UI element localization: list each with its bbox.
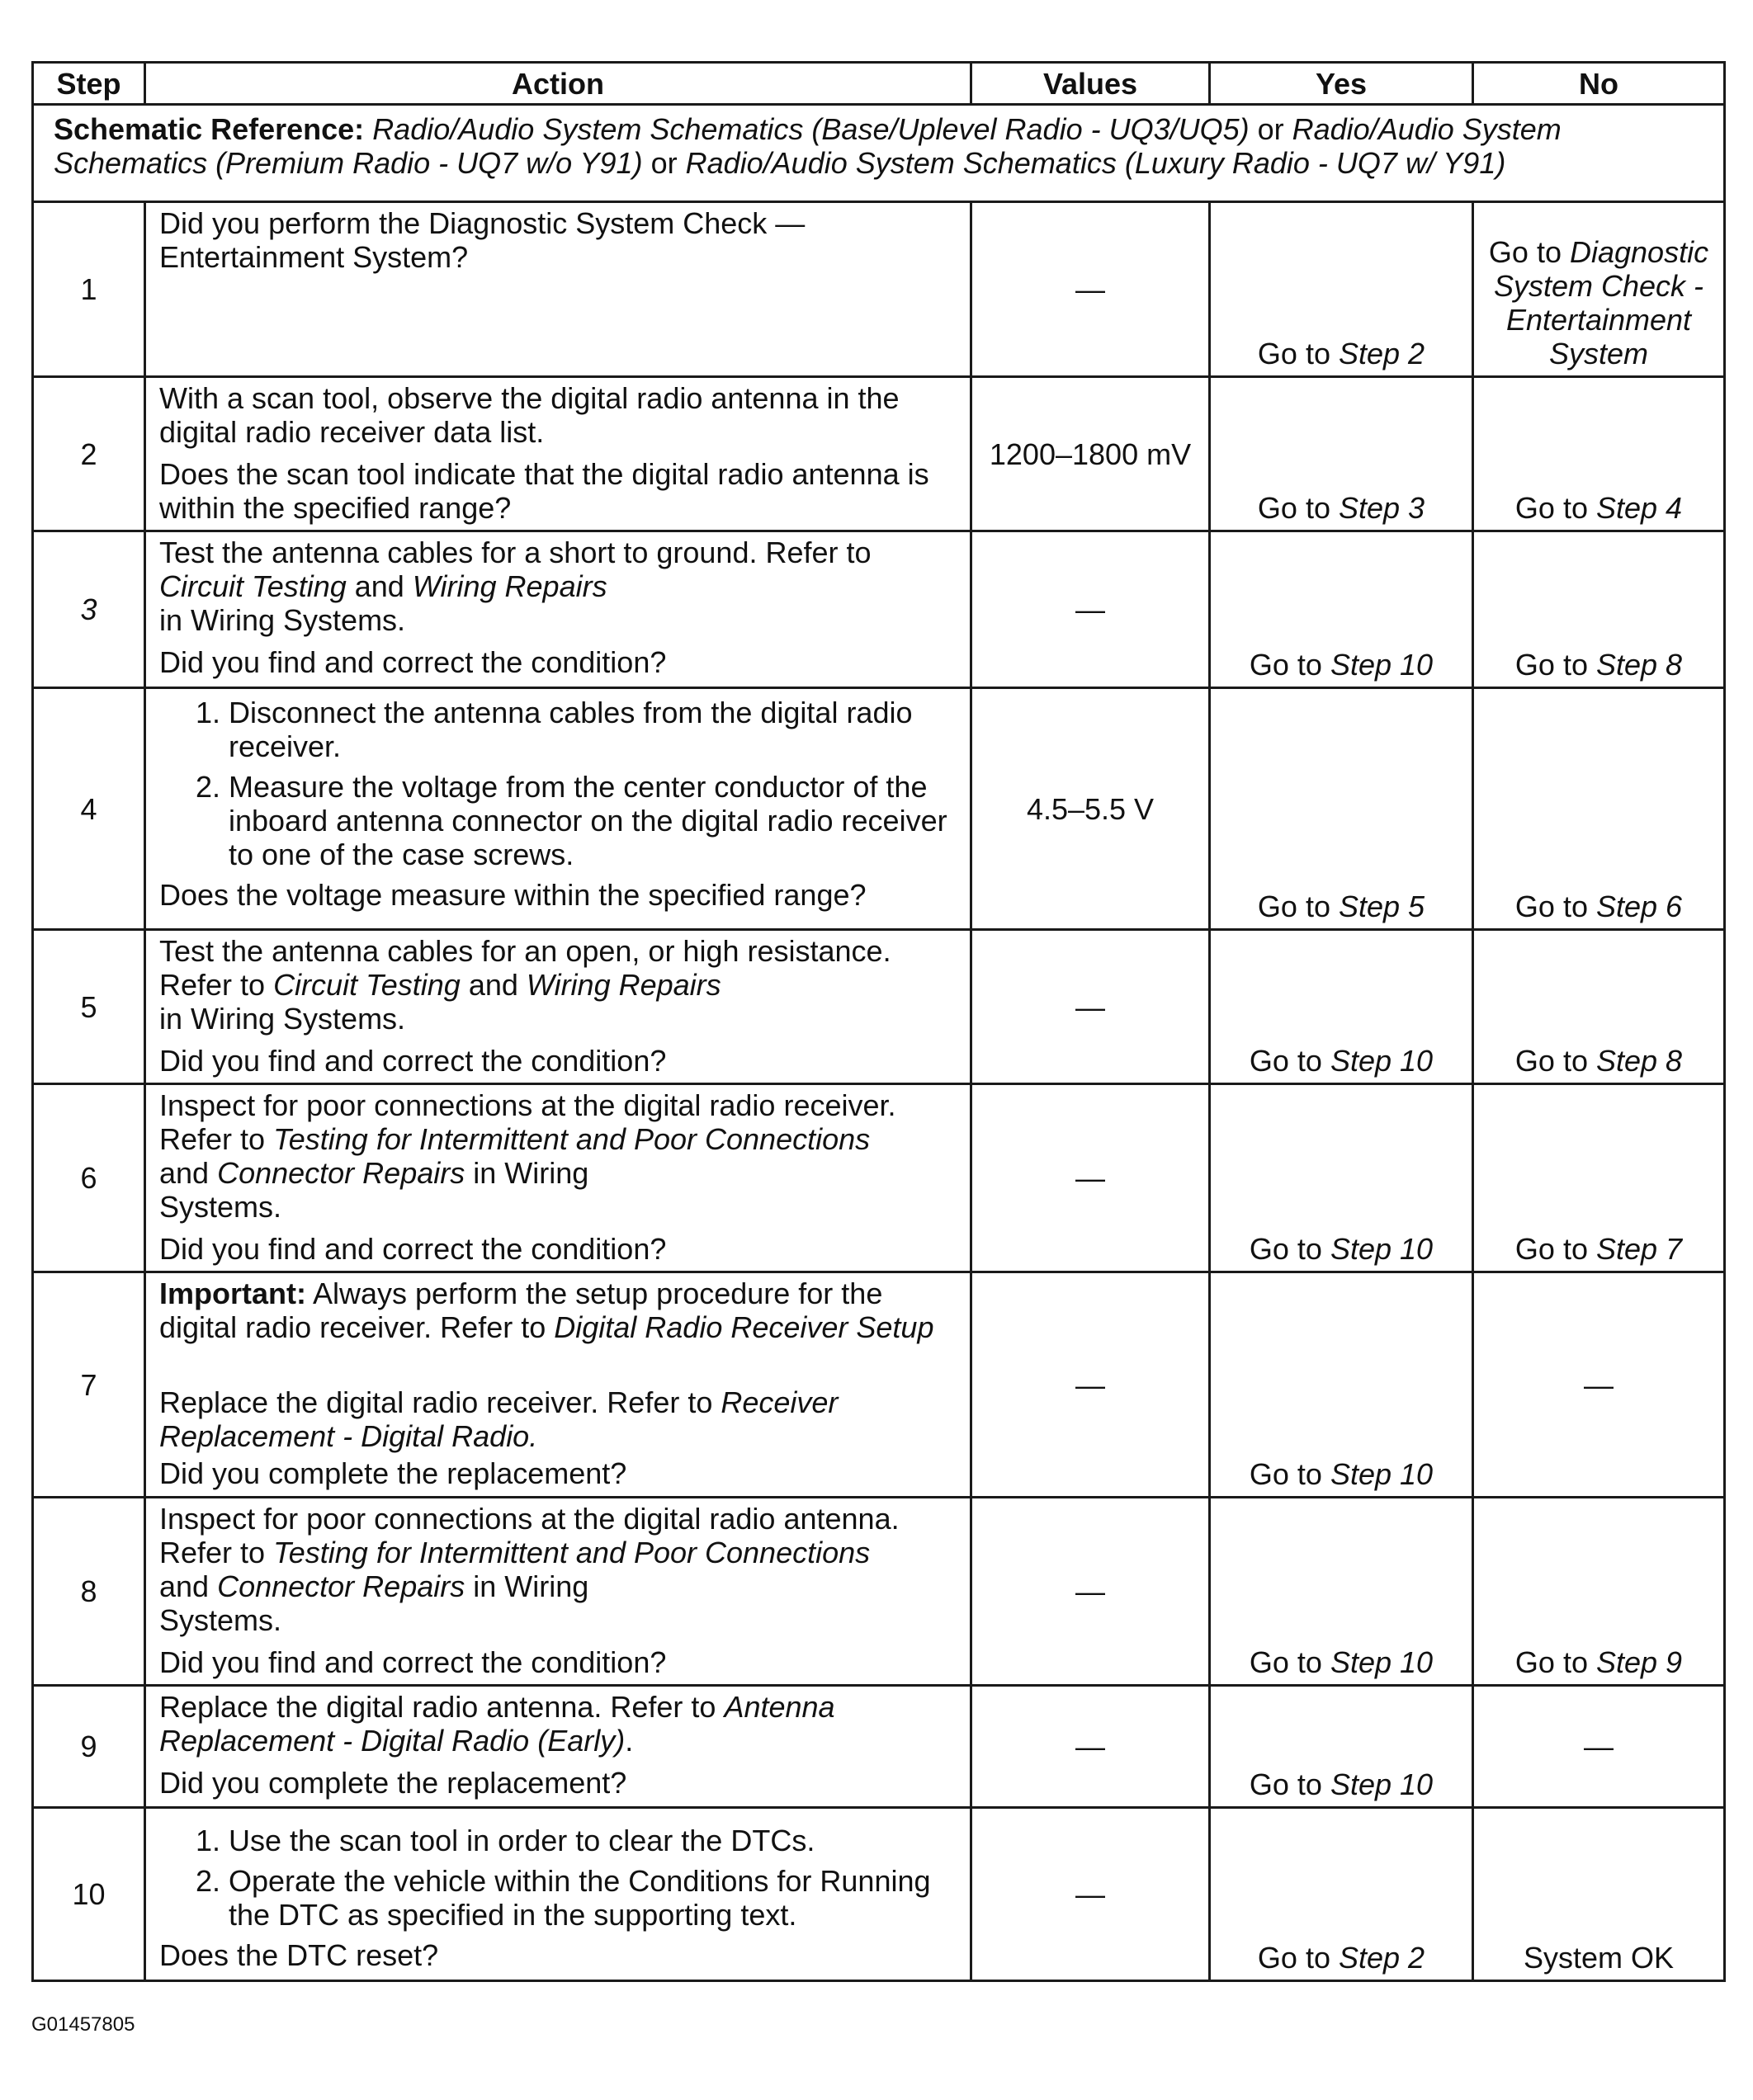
header-action: Action [145, 63, 971, 105]
step-number: 4 [33, 688, 145, 930]
values-cell: — [971, 1686, 1210, 1808]
yes-step-link: Step 10 [1330, 1044, 1434, 1078]
goto-text: Go to [1257, 337, 1339, 370]
no-step-link: Step 4 [1595, 491, 1683, 525]
substep: 1. Use the scan tool in order to clear the DTCs. [229, 1824, 958, 1857]
header-step: Step [33, 63, 145, 105]
action-text-part: Replace the digital radio antenna. Refer to [159, 1690, 725, 1724]
table-row [33, 688, 1725, 930]
table-row [33, 1498, 1725, 1686]
action-cell [145, 531, 971, 688]
goto-text: Go to [1488, 235, 1570, 269]
action-text [159, 1088, 958, 1224]
goto-text: Go to [1249, 1044, 1330, 1078]
action-text: With a scan tool, observe the digital radio antenna in the digital radio receiver data list. [159, 381, 900, 449]
important-label: Important: [159, 1277, 306, 1310]
yes-step-link: Step 3 [1338, 491, 1425, 525]
important-note [159, 1277, 958, 1344]
substep-list [159, 696, 958, 871]
action-text-part: in Wiring [465, 1569, 589, 1603]
and-text: and [159, 1156, 218, 1190]
action-text-part: Test the antenna cables for an open, or high resistance. Refer to [159, 934, 891, 1002]
action-cell [145, 1084, 971, 1272]
no-step-link: Step 8 [1595, 1044, 1683, 1078]
action-question: Did you complete the replacement? [159, 1456, 627, 1490]
no-cell: — [1473, 1686, 1725, 1808]
table-row [33, 1686, 1725, 1808]
no-cell [1473, 1084, 1725, 1272]
goto-text: Go to [1249, 648, 1330, 682]
schematic-reference-row [33, 105, 1725, 202]
yes-step-link: Step 2 [1338, 1941, 1425, 1975]
yes-cell [1210, 1808, 1473, 1981]
goto-text: Go to [1249, 1457, 1330, 1491]
goto-text: Go to [1514, 491, 1596, 525]
figure-code: G01457805 [31, 2013, 135, 2036]
step-number: 5 [33, 930, 145, 1084]
action-text-part: Inspect for poor connections at the digital radio receiver. Refer to [159, 1088, 896, 1156]
table-row [33, 377, 1725, 531]
step-number: 1 [33, 202, 145, 377]
schematic-label: Schematic Reference: [54, 112, 365, 146]
goto-text: Go to [1257, 1941, 1339, 1975]
action-question: Did you find and correct the condition? [159, 1232, 667, 1266]
yes-cell [1210, 377, 1473, 531]
yes-cell [1210, 202, 1473, 377]
reference-link: Connector Repairs [217, 1569, 465, 1603]
yes-step-link: Step 5 [1338, 890, 1425, 923]
action-text-part: Systems. [159, 1603, 282, 1637]
reference-link: Circuit Testing [159, 569, 347, 603]
header-yes: Yes [1210, 63, 1473, 105]
important-text: Always perform the setup procedure for the digital radio receiver. Refer to [159, 1277, 883, 1344]
values-cell: — [971, 531, 1210, 688]
table-row [33, 1272, 1725, 1498]
action-text [159, 1690, 958, 1758]
no-step-link: Step 6 [1595, 890, 1683, 923]
substep: 2. Operate the vehicle within the Conditions for Running the DTC as specified in the supporting text. [229, 1864, 958, 1932]
reference-link: Receiver Replacement - Digital Radio. [159, 1385, 839, 1453]
action-question: Does the DTC reset? [159, 1938, 439, 1972]
goto-text: Go to [1514, 1232, 1596, 1266]
action-text [159, 1385, 958, 1453]
action-text-part: Replace the digital radio receiver. Refer to [159, 1385, 721, 1419]
action-text-part: in Wiring [465, 1156, 589, 1190]
step-number: 8 [33, 1498, 145, 1686]
yes-cell [1210, 930, 1473, 1084]
step-number: 2 [33, 377, 145, 531]
no-cell: System OK [1473, 1808, 1725, 1981]
table-row [33, 1084, 1725, 1272]
reference-link: Antenna Replacement - Digital Radio (Early) [159, 1690, 835, 1758]
header-values: Values [971, 63, 1210, 105]
and-text: and [159, 1569, 218, 1603]
no-cell [1473, 930, 1725, 1084]
action-question: Did you complete the replacement? [159, 1766, 627, 1800]
yes-cell [1210, 1272, 1473, 1498]
action-text [159, 1502, 958, 1637]
yes-cell [1210, 688, 1473, 930]
values-cell: — [971, 930, 1210, 1084]
no-step-link: Step 8 [1595, 648, 1683, 682]
yes-step-link: Step 10 [1330, 1645, 1434, 1679]
yes-step-link: Step 10 [1330, 1232, 1434, 1266]
diagnostic-table [31, 61, 1726, 1982]
action-cell [145, 377, 971, 531]
yes-step-link: Step 2 [1338, 337, 1425, 370]
table-row [33, 930, 1725, 1084]
and-text: and [460, 968, 527, 1002]
yes-step-link: Step 10 [1330, 1767, 1434, 1801]
values-cell: — [971, 1808, 1210, 1981]
action-cell [145, 1498, 971, 1686]
step-number-italic: 3 [80, 592, 97, 626]
no-cell: — [1473, 1272, 1725, 1498]
no-step-link: Step 7 [1595, 1232, 1683, 1266]
action-text [159, 536, 958, 637]
substep: 2. Measure the voltage from the center conductor of the inboard antenna connector on the digital radio receiver to one of the case screws. [229, 770, 958, 871]
step-number [33, 531, 145, 688]
header-no: No [1473, 63, 1725, 105]
substep-list [159, 1824, 958, 1932]
action-question: Did you find and correct the condition? [159, 645, 667, 679]
goto-text: Go to [1514, 648, 1596, 682]
values-cell: 4.5–5.5 V [971, 688, 1210, 930]
yes-step-link: Step 10 [1330, 648, 1434, 682]
action-text-part: . [625, 1724, 634, 1758]
no-ref-link: Diagnostic System Check - Entertainment System [1493, 235, 1709, 370]
schematic-ref-luxury: Radio/Audio System Schematics (Luxury Radio - UQ7 w/ Y91) [685, 146, 1506, 180]
reference-link: Testing for Intermittent and Poor Connections [273, 1122, 871, 1156]
reference-link: Circuit Testing [273, 968, 461, 1002]
or-text: or [642, 146, 686, 180]
action-text-part: Inspect for poor connections at the digital radio antenna. Refer to [159, 1502, 900, 1569]
reference-link: Wiring Repairs [526, 968, 721, 1002]
action-question: Did you find and correct the condition? [159, 1645, 667, 1679]
header-row [33, 63, 1725, 105]
schematic-reference [33, 105, 1725, 202]
no-cell [1473, 1498, 1725, 1686]
action-cell [145, 1686, 971, 1808]
step-number: 6 [33, 1084, 145, 1272]
action-text-part: Systems. [159, 1190, 282, 1224]
step-number: 9 [33, 1686, 145, 1808]
goto-text: Go to [1514, 890, 1596, 923]
action-text-part: in Wiring Systems. [159, 603, 406, 637]
action-text-part: Test the antenna cables for a short to ground. Refer to [159, 536, 872, 569]
yes-cell [1210, 1498, 1473, 1686]
values-cell: — [971, 1084, 1210, 1272]
table-row [33, 202, 1725, 377]
yes-cell [1210, 1084, 1473, 1272]
reference-link: Connector Repairs [217, 1156, 465, 1190]
step-number: 7 [33, 1272, 145, 1498]
action-cell [145, 202, 971, 377]
values-cell: — [971, 1498, 1210, 1686]
action-cell [145, 1272, 971, 1498]
yes-cell [1210, 531, 1473, 688]
yes-step-link: Step 10 [1330, 1457, 1434, 1491]
action-text: Did you perform the Diagnostic System Check — Entertainment System? [159, 206, 806, 274]
reference-link: Digital Radio Receiver Setup [554, 1310, 934, 1344]
no-cell [1473, 202, 1725, 377]
goto-text: Go to [1257, 491, 1339, 525]
reference-link: Wiring Repairs [412, 569, 607, 603]
action-text-part: in Wiring Systems. [159, 1002, 406, 1036]
action-cell [145, 930, 971, 1084]
goto-text: Go to [1249, 1645, 1330, 1679]
goto-text: Go to [1249, 1767, 1330, 1801]
no-step-link: Step 9 [1595, 1645, 1683, 1679]
no-cell [1473, 688, 1725, 930]
and-text: and [346, 569, 413, 603]
action-text [159, 934, 958, 1036]
table-row [33, 531, 1725, 688]
goto-text: Go to [1514, 1645, 1596, 1679]
goto-text: Go to [1514, 1044, 1596, 1078]
schematic-ref-base: Radio/Audio System Schematics (Base/Uplevel Radio - UQ3/UQ5) [372, 112, 1250, 146]
values-cell: — [971, 202, 1210, 377]
no-cell [1473, 531, 1725, 688]
values-cell: — [971, 1272, 1210, 1498]
reference-link: Testing for Intermittent and Poor Connections [273, 1536, 871, 1569]
action-question: Did you find and correct the condition? [159, 1044, 667, 1078]
substep: 1. Disconnect the antenna cables from the digital radio receiver. [229, 696, 958, 763]
action-question: Does the voltage measure within the specified range? [159, 878, 867, 912]
or-text: or [1249, 112, 1292, 146]
no-cell [1473, 377, 1725, 531]
schematic-ref-premium: Radio/Audio System Schematics (Premium Radio - UQ7 w/o Y91) [54, 112, 1562, 180]
values-cell: 1200–1800 mV [971, 377, 1210, 531]
yes-cell [1210, 1686, 1473, 1808]
action-cell [145, 688, 971, 930]
table-row [33, 1808, 1725, 1981]
step-number: 10 [33, 1808, 145, 1981]
goto-text: Go to [1249, 1232, 1330, 1266]
goto-text: Go to [1257, 890, 1339, 923]
action-question: Does the scan tool indicate that the digital radio antenna is within the specified range? [159, 457, 929, 525]
action-cell [145, 1808, 971, 1981]
